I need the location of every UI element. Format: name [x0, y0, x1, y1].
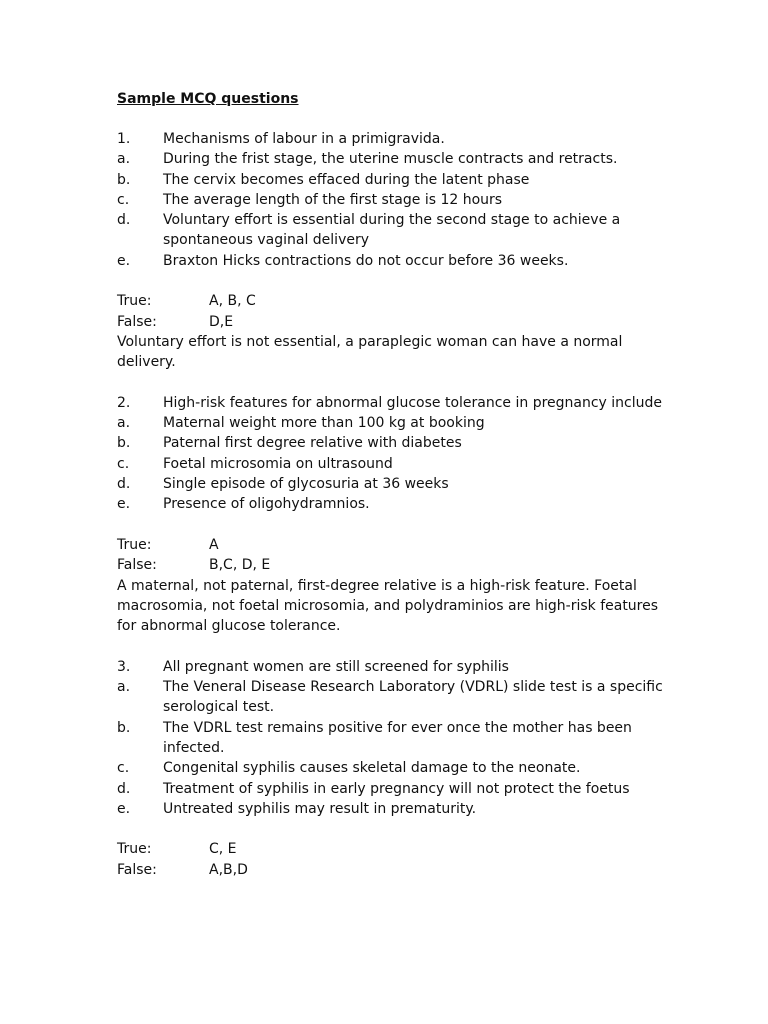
- answer-false-row: [117, 555, 677, 575]
- option-letter: e.: [117, 800, 131, 817]
- option-text: Treatment of syphilis in early pregnancy will not protect the foetus: [163, 780, 630, 797]
- option-letter: a.: [117, 679, 131, 696]
- spacer: [117, 819, 677, 839]
- option-letter: c.: [117, 760, 130, 777]
- option-letter: a.: [117, 151, 131, 168]
- option-text: Paternal first degree relative with diabetes: [163, 435, 462, 452]
- option-text: Single episode of glycosuria at 36 weeks: [163, 476, 449, 493]
- false-value: D,E: [209, 313, 234, 330]
- explanation-text: Voluntary effort is not essential, a paraplegic woman can have a normal delivery.: [117, 333, 623, 371]
- option-text: The average length of the first stage is 12 hours: [163, 191, 503, 208]
- option-text: Braxton Hicks contractions do not occur before 36 weeks.: [163, 252, 569, 269]
- spacer: [117, 271, 677, 291]
- option-text: Presence of oligohydramnios.: [163, 496, 370, 513]
- spacer: [117, 373, 677, 393]
- true-label: True:: [117, 536, 152, 553]
- question-text: Mechanisms of labour in a primigravida.: [163, 131, 445, 147]
- page-title: Sample MCQ questions: [117, 91, 299, 107]
- option-letter: e.: [117, 496, 131, 513]
- answer-true-row: [117, 535, 677, 555]
- answer-false-row: [117, 860, 677, 880]
- option-letter: b.: [117, 719, 131, 736]
- option-item: [117, 779, 677, 799]
- option-text: Voluntary effort is essential during the second stage to achieve a spontaneous vaginal delivery: [163, 212, 621, 249]
- option-item: [117, 149, 677, 169]
- option-text: The cervix becomes effaced during the latent phase: [163, 171, 530, 188]
- question-list: [117, 129, 677, 880]
- option-text: Maternal weight more than 100 kg at booking: [163, 415, 485, 432]
- false-label: False:: [117, 313, 157, 330]
- option-letter: b.: [117, 435, 131, 452]
- question-stem: [117, 129, 677, 149]
- option-letter: d.: [117, 780, 131, 797]
- question-number: 1.: [117, 131, 131, 147]
- question-text: All pregnant women are still screened for syphilis: [163, 658, 509, 675]
- option-letter: d.: [117, 476, 131, 493]
- spacer: [117, 515, 677, 535]
- option-letter: e.: [117, 252, 131, 269]
- answer-false-row: [117, 312, 677, 332]
- question-stem: [117, 393, 677, 413]
- question-block: [117, 129, 677, 373]
- option-letter: a.: [117, 415, 131, 432]
- question-number: 2.: [117, 394, 131, 411]
- question-number: 3.: [117, 658, 131, 675]
- option-letter: c.: [117, 455, 130, 472]
- option-item: [117, 170, 677, 190]
- option-item: [117, 454, 677, 474]
- false-value: B,C, D, E: [209, 557, 271, 574]
- option-text: Untreated syphilis may result in prematurity.: [163, 800, 477, 817]
- option-item: [117, 433, 677, 453]
- option-letter: b.: [117, 171, 131, 188]
- false-label: False:: [117, 557, 157, 574]
- question-block: [117, 393, 677, 637]
- option-text: The VDRL test remains positive for ever once the mother has been infected.: [163, 719, 632, 756]
- answer-true-row: [117, 291, 677, 311]
- option-item: [117, 210, 677, 251]
- option-item: [117, 474, 677, 494]
- option-item: [117, 677, 677, 718]
- option-text: The Veneral Disease Research Laboratory (VDRL) slide test is a specific serological test.: [163, 679, 663, 716]
- question-text: High-risk features for abnormal glucose tolerance in pregnancy include: [163, 394, 663, 411]
- question-block: [117, 657, 677, 880]
- true-value: A, B, C: [209, 293, 256, 310]
- true-label: True:: [117, 841, 152, 858]
- false-value: A,B,D: [209, 861, 248, 878]
- explanation-text: A maternal, not paternal, first-degree relative is a high-risk feature. Foetal macrosomia, not foetal microsomia, and polydraminios are high-risk features for abnormal glucose tolerance.: [117, 577, 659, 635]
- true-value: A: [209, 536, 219, 553]
- option-item: [117, 799, 677, 819]
- question-stem: [117, 657, 677, 677]
- option-letter: d.: [117, 212, 131, 229]
- option-item: [117, 413, 677, 433]
- false-label: False:: [117, 861, 157, 878]
- option-item: [117, 190, 677, 210]
- option-item: [117, 758, 677, 778]
- spacer: [117, 636, 677, 656]
- option-letter: c.: [117, 191, 130, 208]
- option-item: [117, 251, 677, 271]
- option-text: Congenital syphilis causes skeletal damage to the neonate.: [163, 760, 581, 777]
- option-text: During the frist stage, the uterine muscle contracts and retracts.: [163, 151, 618, 168]
- true-label: True:: [117, 293, 152, 310]
- option-item: [117, 718, 677, 759]
- option-text: Foetal microsomia on ultrasound: [163, 455, 393, 472]
- option-item: [117, 494, 677, 514]
- answer-true-row: [117, 839, 677, 859]
- true-value: C, E: [209, 841, 237, 858]
